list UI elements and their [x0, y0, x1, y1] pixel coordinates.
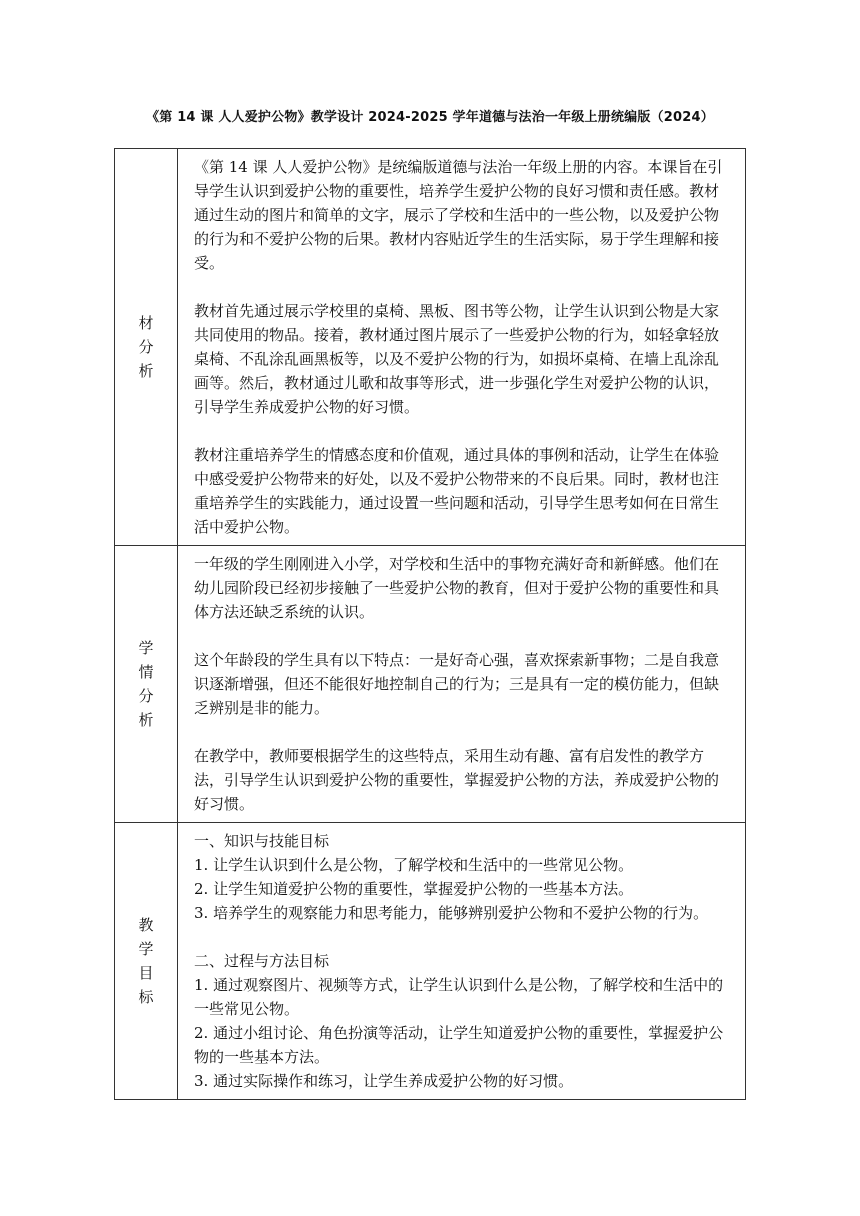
section-label — [115, 149, 178, 546]
objective-item: 2. 让学生知道爱护公物的重要性，掌握爱护公物的一些基本方法。 — [194, 880, 634, 898]
paragraph: 在教学中，教师要根据学生的这些特点，采用生动有趣、富有启发性的教学方法，引导学生认识到爱护公物的重要性，掌握爱护公物的方法，养成爱护公物的好习惯。 — [194, 747, 720, 813]
label-char: 析 — [138, 711, 154, 729]
section-content — [178, 546, 746, 823]
section-content — [178, 149, 746, 546]
label-char: 情 — [138, 663, 154, 681]
lesson-plan-table — [114, 148, 746, 1100]
label-char: 教 — [138, 916, 154, 934]
label-char: 学 — [138, 639, 154, 657]
paragraph: 一年级的学生刚刚进入小学，对学校和生活中的事物充满好奇和新鲜感。他们在幼儿园阶段已经初步接触了一些爱护公物的教育，但对于爱护公物的重要性和具体方法还缺乏系统的认识。 — [194, 555, 720, 621]
label-char: 析 — [138, 362, 154, 380]
objective-item: 1. 让学生认识到什么是公物，了解学校和生活中的一些常见公物。 — [194, 856, 634, 874]
section-label — [115, 546, 178, 823]
label-char: 分 — [138, 338, 154, 356]
paragraph: 这个年龄段的学生具有以下特点：一是好奇心强，喜欢探索新事物；二是自我意识逐渐增强，但还不能很好地控制自己的行为；三是具有一定的模仿能力，但缺乏辨别是非的能力。 — [194, 651, 720, 717]
objective-item: 1. 通过观察图片、视频等方式，让学生认识到什么是公物，了解学校和生活中的一些常见公物。 — [194, 976, 724, 1018]
objective-item: 3. 通过实际操作和练习，让学生养成爱护公物的好习惯。 — [194, 1072, 574, 1090]
section-label — [115, 823, 178, 1100]
paragraph: 《第 14 课 人人爱护公物》是统编版道德与法治一年级上册的内容。本课旨在引导学生认识到爱护公物的重要性，培养学生爱护公物的良好习惯和责任感。教材通过生动的图片和简单的文字，展示了学校和生活中的一些公物，以及爱护公物的行为和不爱护公物的后果。教材内容贴近学生的生活实际，易于学生理解和接受。 — [194, 158, 723, 272]
label-char: 标 — [138, 988, 154, 1006]
section-teaching-objectives — [115, 823, 746, 1100]
document-title: 《第 14 课 人人爱护公物》教学设计 2024-2025 学年道德与法治一年级上册统编版（2024） — [146, 110, 714, 125]
label-char: 分 — [138, 687, 154, 705]
section-content — [178, 823, 746, 1100]
label-char: 学 — [138, 940, 154, 958]
label-char: 材 — [138, 314, 154, 332]
section-materials-analysis — [115, 149, 746, 546]
objective-heading: 二、过程与方法目标 — [194, 952, 330, 970]
label-char: 目 — [138, 964, 154, 982]
paragraph: 教材首先通过展示学校里的桌椅、黑板、图书等公物，让学生认识到公物是大家共同使用的物品。接着，教材通过图片展示了一些爱护公物的行为，如轻拿轻放桌椅、不乱涂乱画黑板等，以及不爱护公物的行为，如损坏桌椅、在墙上乱涂乱画等。然后，教材通过儿歌和故事等形式，进一步强化学生对爱护公物的认识，引导学生养成爱护公物的好习惯。 — [194, 302, 720, 416]
paragraph: 教材注重培养学生的情感态度和价值观，通过具体的事例和活动，让学生在体验中感受爱护公物带来的好处，以及不爱护公物带来的不良后果。同时，教材也注重培养学生的实践能力，通过设置一些问题和活动，引导学生思考如何在日常生活中爱护公物。 — [194, 446, 720, 536]
section-student-analysis — [115, 546, 746, 823]
objective-item: 2. 通过小组讨论、角色扮演等活动，让学生知道爱护公物的重要性，掌握爱护公物的一些基本方法。 — [194, 1024, 724, 1066]
objective-item: 3. 培养学生的观察能力和思考能力，能够辨别爱护公物和不爱护公物的行为。 — [194, 904, 709, 922]
objective-heading: 一、知识与技能目标 — [194, 832, 330, 850]
